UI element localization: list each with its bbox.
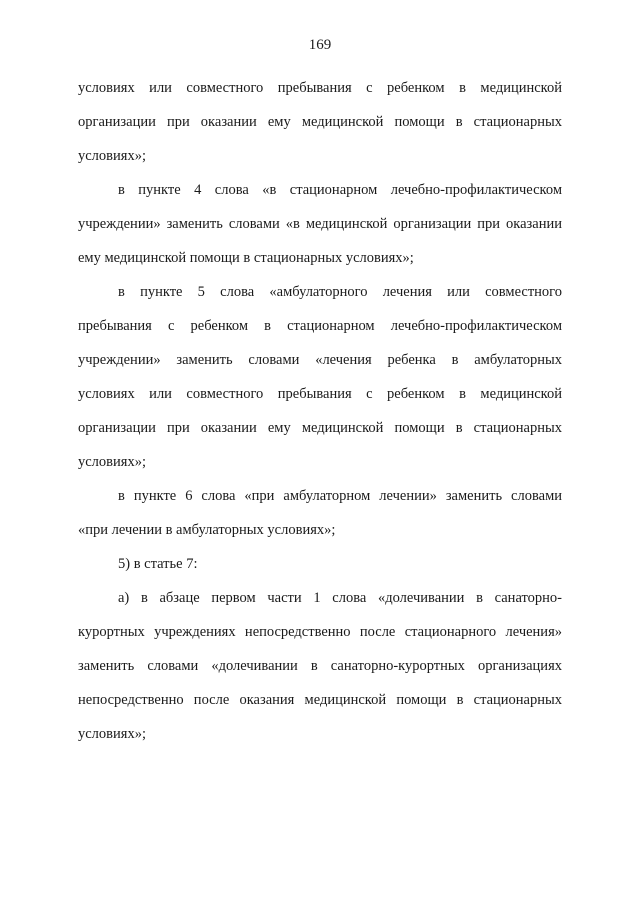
paragraph-subpoint-a bbox=[78, 588, 562, 758]
text-line: 5) в статье 7: bbox=[118, 556, 198, 572]
text-line: ему медицинской помощи в стационарных условиях»; bbox=[78, 250, 414, 266]
text-line: условиях»; bbox=[78, 148, 146, 164]
text-line: в пункте 5 слова «амбулаторного лечения или совместного bbox=[118, 284, 562, 300]
paragraph-continuation bbox=[78, 78, 562, 180]
text-line: условиях»; bbox=[78, 726, 146, 742]
text-line: пребывания с ребенком в стационарном лечебно-профилактическом bbox=[78, 318, 562, 334]
page-number: 169 bbox=[308, 37, 332, 53]
paragraph-article-7 bbox=[78, 554, 562, 588]
text-line: условиях или совместного пребывания с ребенком в медицинской bbox=[78, 80, 562, 96]
text-line: учреждении» заменить словами «в медицинской организации при оказании bbox=[78, 216, 562, 232]
text-line: организации при оказании ему медицинской помощи в стационарных bbox=[78, 420, 562, 436]
text-line: организации при оказании ему медицинской помощи в стационарных bbox=[78, 114, 562, 130]
paragraph-point-6 bbox=[78, 486, 562, 554]
text-line: в пункте 4 слова «в стационарном лечебно-профилактическом bbox=[118, 182, 562, 198]
text-line: «при лечении в амбулаторных условиях»; bbox=[78, 522, 336, 538]
text-line: учреждении» заменить словами «лечения ребенка в амбулаторных bbox=[78, 352, 562, 368]
text-line: заменить словами «долечивании в санаторно-курортных организациях bbox=[78, 658, 562, 674]
text-line: в пункте 6 слова «при амбулаторном лечении» заменить словами bbox=[118, 488, 562, 504]
paragraph-point-5 bbox=[78, 282, 562, 486]
text-line: а) в абзаце первом части 1 слова «долечивании в санаторно- bbox=[118, 590, 562, 606]
text-line: условиях»; bbox=[78, 454, 146, 470]
text-line: непосредственно после оказания медицинской помощи в стационарных bbox=[78, 692, 562, 708]
document-body bbox=[78, 78, 562, 758]
text-line: условиях или совместного пребывания с ребенком в медицинской bbox=[78, 386, 562, 402]
text-line: курортных учреждениях непосредственно после стационарного лечения» bbox=[78, 624, 562, 640]
paragraph-point-4 bbox=[78, 180, 562, 282]
